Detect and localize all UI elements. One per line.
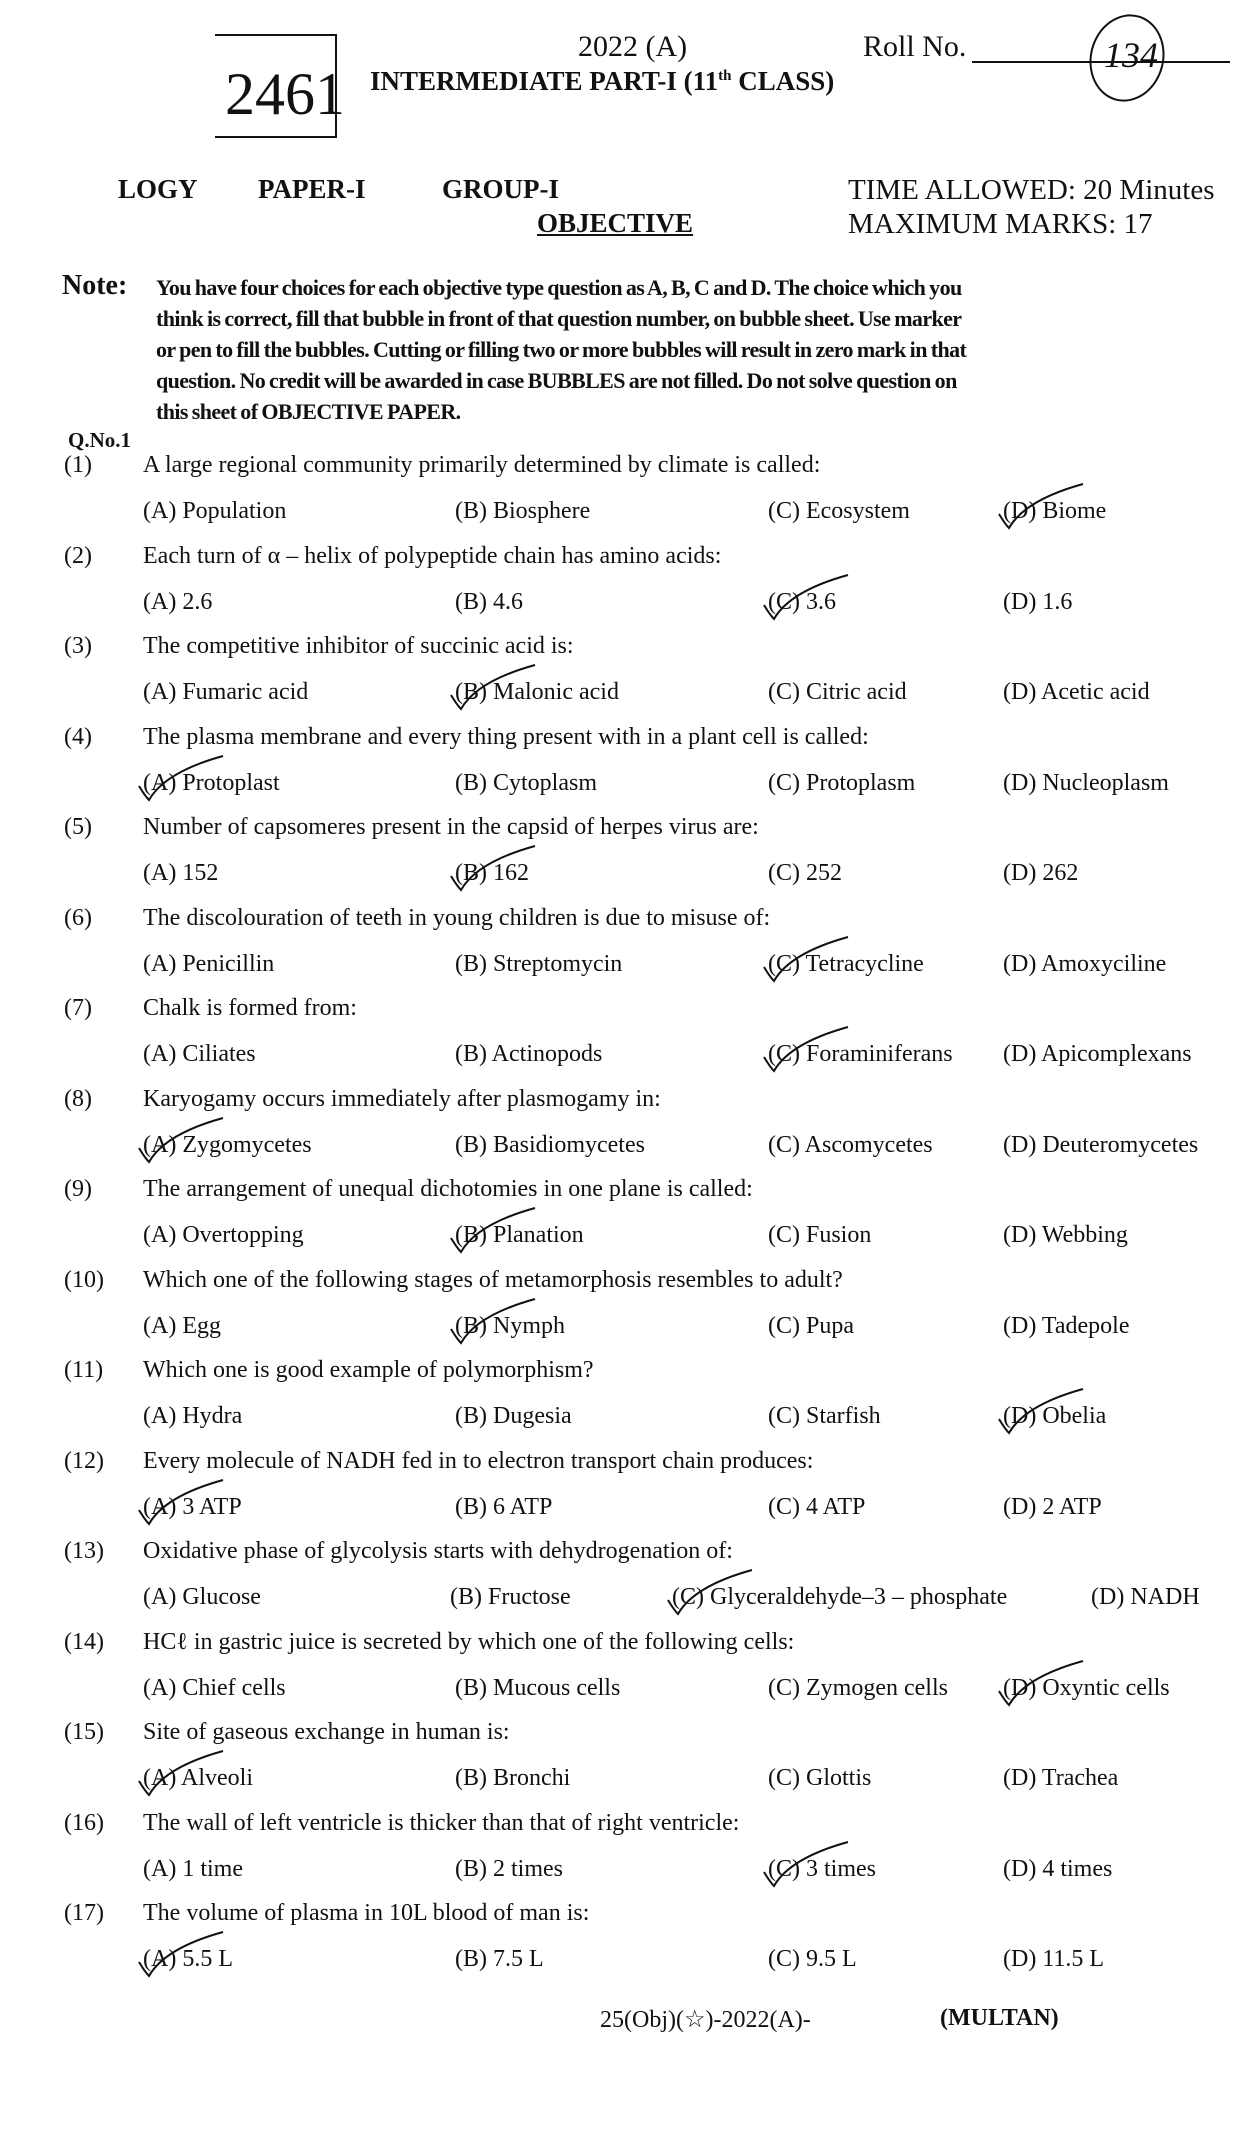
question-number: (9) xyxy=(64,1176,92,1202)
question-item xyxy=(0,1176,1250,1267)
question-item xyxy=(0,1629,1250,1720)
question-text: The discolouration of teeth in young children is due to misuse of: xyxy=(143,904,771,931)
question-item xyxy=(0,1357,1250,1448)
question-number: (13) xyxy=(64,1538,104,1564)
question-text: Every molecule of NADH fed in to electron transport chain produces: xyxy=(143,1447,814,1474)
option-c: (C) 4 ATP xyxy=(768,1493,866,1520)
option-b: (B) Fructose xyxy=(450,1584,571,1610)
exam-year: 2022 (A) xyxy=(578,30,688,63)
option-c: (C) Protoplasm xyxy=(768,769,916,796)
question-number: (16) xyxy=(64,1809,104,1836)
question-item xyxy=(0,543,1250,634)
option-a: (A) 2.6 xyxy=(143,588,213,615)
option-b: (B) Mucous cells xyxy=(455,1674,621,1701)
question-text: A large regional community primarily determined by climate is called: xyxy=(143,452,821,478)
option-d: (D) Biome xyxy=(1003,498,1107,524)
question-text: Which one of the following stages of metamorphosis resembles to adult? xyxy=(143,1266,843,1293)
option-c: (C) Tetracycline xyxy=(768,950,924,977)
question-text: The competitive inhibitor of succinic acid is: xyxy=(143,633,574,659)
question-text: Number of capsomeres present in the capsid of herpes virus are: xyxy=(143,814,759,840)
question-number: (14) xyxy=(64,1628,104,1655)
question-item xyxy=(0,1448,1250,1539)
paper-code: 2461 xyxy=(225,61,345,127)
section-label: Q.No.1 xyxy=(68,428,131,452)
question-text: Which one is good example of polymorphism? xyxy=(143,1357,594,1383)
option-a: (A) Ciliates xyxy=(143,1041,256,1067)
note-line: or pen to fill the bubbles. Cutting or filling two or more bubbles will result in zero mark in that xyxy=(156,337,967,362)
option-b: (B) Basidiomycetes xyxy=(455,1131,645,1158)
question-item xyxy=(0,724,1250,815)
question-item xyxy=(0,814,1250,905)
paper: PAPER-I xyxy=(258,174,366,204)
option-a: (A) Population xyxy=(143,498,287,524)
option-b: (B) Streptomycin xyxy=(455,950,623,977)
option-b: (B) 6 ATP xyxy=(455,1493,553,1520)
option-b: (B) 2 times xyxy=(455,1855,563,1882)
option-d: (D) 262 xyxy=(1003,860,1079,886)
option-b: (B) Nymph xyxy=(455,1312,565,1339)
question-number: (4) xyxy=(64,723,92,750)
option-a: (A) Zygomycetes xyxy=(143,1131,312,1158)
question-item xyxy=(0,1538,1250,1629)
option-a: (A) Protoplast xyxy=(143,769,280,796)
option-a: (A) 152 xyxy=(143,860,219,886)
option-a: (A) Penicillin xyxy=(143,950,275,977)
question-number: (6) xyxy=(64,904,92,931)
group: GROUP-I xyxy=(442,174,559,204)
option-c: (C) 252 xyxy=(768,860,842,886)
option-b: (B) Biosphere xyxy=(455,498,591,524)
option-d: (D) Obelia xyxy=(1003,1403,1107,1429)
option-a: (A) Alveoli xyxy=(143,1765,253,1791)
option-c: (C) Pupa xyxy=(768,1312,854,1339)
option-c: (C) Zymogen cells xyxy=(768,1674,948,1701)
option-d: (D) Webbing xyxy=(1003,1222,1128,1248)
option-d: (D) Trachea xyxy=(1003,1765,1119,1791)
question-number: (5) xyxy=(64,814,92,840)
question-text: Oxidative phase of glycolysis starts with dehydrogenation of: xyxy=(143,1538,733,1564)
option-c: (C) Glyceraldehyde–3 – phosphate xyxy=(672,1584,1008,1610)
question-item xyxy=(0,1900,1250,1991)
question-text: Chalk is formed from: xyxy=(143,995,357,1021)
option-d: (D) 4 times xyxy=(1003,1855,1113,1882)
option-c: (C) 3 times xyxy=(768,1855,876,1882)
question-text: Karyogamy occurs immediately after plasmogamy in: xyxy=(143,1085,661,1112)
question-text: The volume of plasma in 10L blood of man is: xyxy=(143,1900,590,1926)
maximum-marks: MAXIMUM MARKS: 17 xyxy=(848,208,1153,240)
question-item xyxy=(0,452,1250,543)
option-a: (A) Glucose xyxy=(143,1584,261,1610)
option-c: (C) Foraminiferans xyxy=(768,1041,953,1067)
option-a: (A) Egg xyxy=(143,1312,221,1339)
option-d: (D) NADH xyxy=(1091,1584,1200,1610)
option-b: (B) 162 xyxy=(455,860,529,886)
question-number: (7) xyxy=(64,995,92,1021)
question-number: (11) xyxy=(64,1357,104,1383)
option-c: (C) Ascomycetes xyxy=(768,1131,933,1158)
note-label: Note: xyxy=(62,270,128,301)
question-number: (10) xyxy=(64,1266,104,1293)
option-d: (D) Amoxyciline xyxy=(1003,950,1167,977)
question-number: (8) xyxy=(64,1085,92,1112)
option-a: (A) Chief cells xyxy=(143,1674,286,1701)
option-d: (D) Acetic acid xyxy=(1003,679,1150,705)
option-d: (D) 2 ATP xyxy=(1003,1493,1102,1520)
option-b: (B) 4.6 xyxy=(455,588,523,615)
question-number: (1) xyxy=(64,452,92,478)
option-a: (A) Fumaric acid xyxy=(143,679,309,705)
option-b: (B) Actinopods xyxy=(455,1041,603,1067)
paper-type: OBJECTIVE xyxy=(537,208,694,238)
question-item xyxy=(0,1810,1250,1901)
question-item xyxy=(0,1719,1250,1810)
option-d: (D) 11.5 L xyxy=(1003,1946,1105,1972)
time-allowed: TIME ALLOWED: 20 Minutes xyxy=(848,174,1215,206)
option-d: (D) Tadepole xyxy=(1003,1312,1130,1339)
option-a: (A) Overtopping xyxy=(143,1222,304,1248)
option-b: (B) Planation xyxy=(455,1222,584,1248)
subject: LOGY xyxy=(118,174,198,204)
roll-number-value: 134 xyxy=(1104,35,1158,75)
question-item xyxy=(0,1086,1250,1177)
question-text: The arrangement of unequal dichotomies in one plane is called: xyxy=(143,1176,753,1202)
option-c: (C) Citric acid xyxy=(768,679,907,705)
question-number: (15) xyxy=(64,1719,104,1745)
question-number: (12) xyxy=(64,1447,104,1474)
question-number: (2) xyxy=(64,542,92,569)
option-c: (C) Ecosystem xyxy=(768,498,910,524)
option-d: (D) Apicomplexans xyxy=(1003,1041,1192,1067)
note-line: You have four choices for each objective type question as A, B, C and D. The choice which you xyxy=(156,275,962,300)
roll-label: Roll No. xyxy=(863,30,967,63)
question-text: The plasma membrane and every thing present with in a plant cell is called: xyxy=(143,723,869,750)
question-item xyxy=(0,995,1250,1086)
option-b: (B) Bronchi xyxy=(455,1765,571,1791)
option-c: (C) Fusion xyxy=(768,1222,872,1248)
note-line: think is correct, fill that bubble in front of that question number, on bubble sheet. Use marker xyxy=(156,306,962,331)
option-b: (B) Malonic acid xyxy=(455,679,619,705)
option-d: (D) Nucleoplasm xyxy=(1003,769,1169,796)
question-item xyxy=(0,905,1250,996)
question-number: (3) xyxy=(64,633,92,659)
footer-region: (MULTAN) xyxy=(940,2005,1059,2031)
note-line: this sheet of OBJECTIVE PAPER. xyxy=(156,399,461,424)
option-c: (C) Glottis xyxy=(768,1765,872,1791)
option-a: (A) 1 time xyxy=(143,1855,243,1882)
option-b: (B) 7.5 L xyxy=(455,1946,544,1972)
exam-title: INTERMEDIATE PART-I (11th CLASS) xyxy=(370,66,835,96)
option-b: (B) Dugesia xyxy=(455,1403,572,1429)
question-text: HCℓ in gastric juice is secreted by which one of the following cells: xyxy=(143,1628,795,1655)
option-b: (B) Cytoplasm xyxy=(455,769,597,796)
question-text: Site of gaseous exchange in human is: xyxy=(143,1719,510,1745)
question-text: The wall of left ventricle is thicker than that of right ventricle: xyxy=(143,1809,740,1836)
option-d: (D) 1.6 xyxy=(1003,588,1073,615)
option-d: (D) Deuteromycetes xyxy=(1003,1131,1199,1158)
question-text: Each turn of α – helix of polypeptide chain has amino acids: xyxy=(143,542,722,569)
option-a: (A) Hydra xyxy=(143,1403,243,1429)
option-a: (A) 5.5 L xyxy=(143,1946,233,1972)
option-d: (D) Oxyntic cells xyxy=(1003,1674,1170,1701)
note-line: question. No credit will be awarded in case BUBBLES are not filled. Do not solve question on xyxy=(156,368,957,393)
question-item xyxy=(0,1267,1250,1358)
option-c: (C) 9.5 L xyxy=(768,1946,857,1972)
question-item xyxy=(0,633,1250,724)
option-c: (C) 3.6 xyxy=(768,588,836,615)
question-number: (17) xyxy=(64,1900,104,1926)
footer-code: 25(Obj)(☆)-2022(A)- xyxy=(600,2007,811,2033)
option-a: (A) 3 ATP xyxy=(143,1493,242,1520)
option-c: (C) Starfish xyxy=(768,1403,881,1429)
